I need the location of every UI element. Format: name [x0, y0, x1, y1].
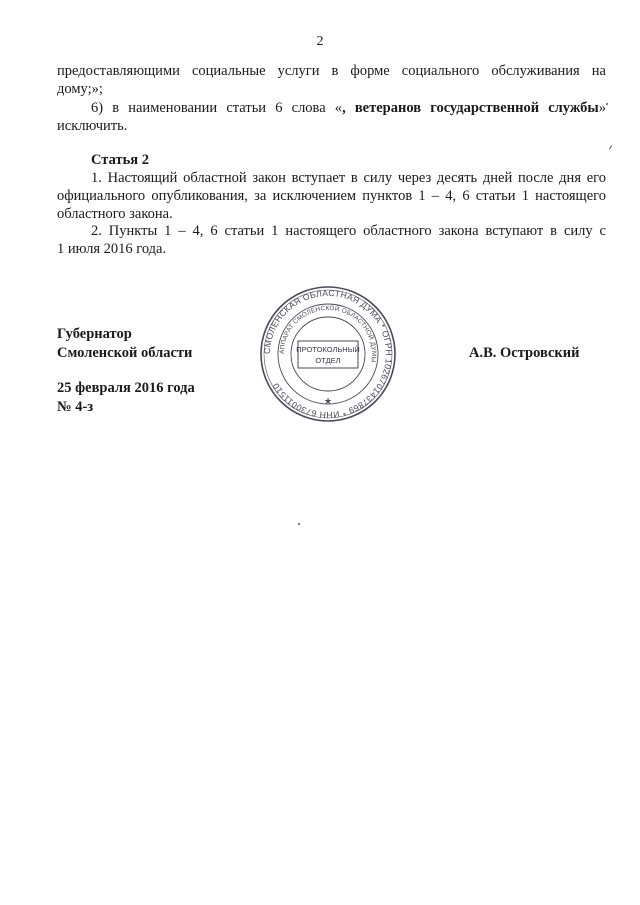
signatory-name: А.В. Островский [469, 345, 580, 361]
seal-inner-text: АППАРАТ СМОЛЕНСКОЙ ОБЛАСТНОЙ ДУМЫ [278, 304, 378, 363]
document-meta [57, 379, 195, 417]
seal-center-line-2: ОТДЕЛ [315, 356, 341, 365]
article-2-heading: Статья 2 [91, 152, 149, 168]
page-number: 2 [316, 34, 324, 49]
continuation-line-1: предоставляющими социальные услуги в форме социального обслуживания на [57, 63, 606, 79]
article-2-p1-line-3: областного закона. [57, 206, 173, 222]
seal-outer-text: СМОЛЕНСКАЯ ОБЛАСТНАЯ ДУМА * ОГРН 1026701437869 * ИНН 6730011510 [261, 287, 395, 421]
item-6-prefix: 6) в наименовании статьи 6 слова « [91, 100, 343, 116]
item-6-line-2: исключить. [57, 118, 128, 134]
signatory-title [57, 325, 192, 363]
official-seal [258, 284, 398, 424]
document-date: 25 февраля 2016 года [57, 380, 195, 396]
article-2-p1-line-2: официального опубликования, за исключением пунктов 1 – 4, 6 статьи 1 настоящего [57, 188, 606, 204]
signatory-title-line-2: Смоленской области [57, 345, 193, 361]
document-number: № 4-з [57, 399, 94, 415]
item-6-bold-text: , ветеранов государственной службы [342, 100, 599, 116]
signatory-title-line-1: Губернатор [57, 326, 132, 342]
continuation-line-2: дому;»; [57, 81, 103, 97]
scan-speck [606, 103, 608, 105]
item-6-line-1 [57, 99, 606, 117]
item-6-suffix: » [598, 100, 606, 116]
article-2-p1-line-1: 1. Настоящий областной закон вступает в силу через десять дней после дня его [91, 170, 606, 186]
article-2-p2-line-1: 2. Пункты 1 – 4, 6 статьи 1 настоящего областного закона вступают в силу с [91, 223, 606, 239]
scan-speck [609, 145, 612, 150]
scan-speck [298, 523, 300, 525]
seal-star-icon: ★ [323, 396, 333, 406]
seal-center-line-1: ПРОТОКОЛЬНЫЙ [296, 345, 360, 354]
article-2-p2-line-2: 1 июля 2016 года. [57, 241, 167, 257]
